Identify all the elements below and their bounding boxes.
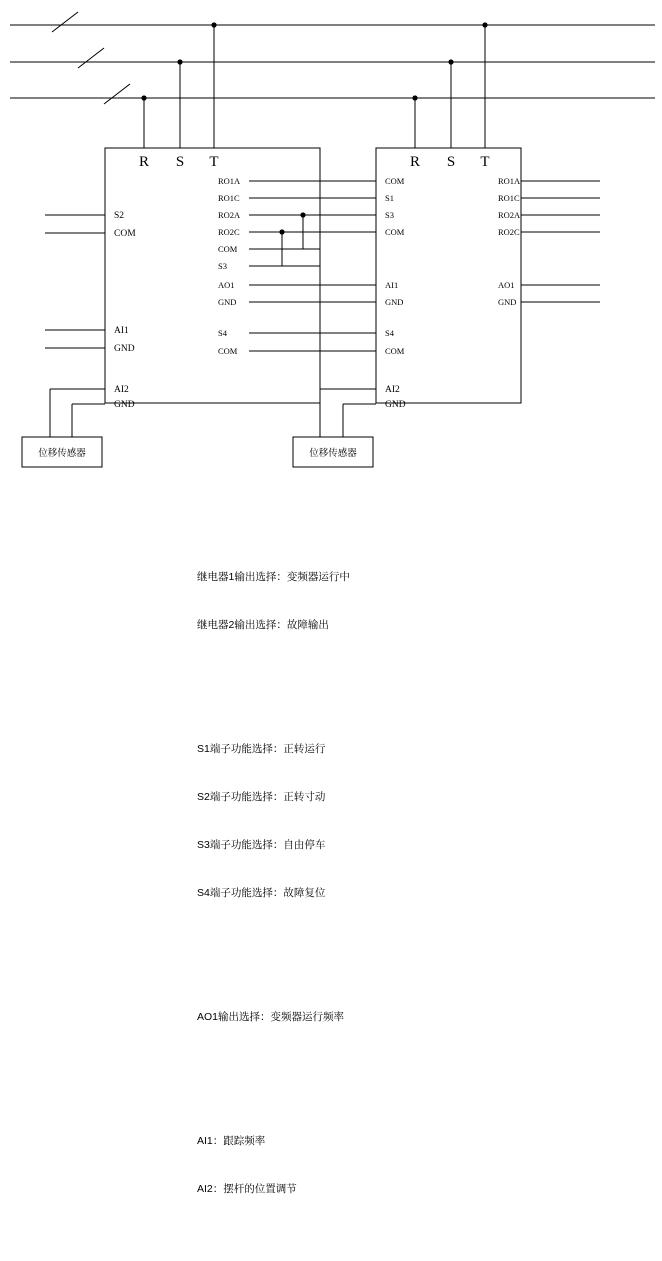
drive2-terminal-ro1c: RO1C [498,193,520,203]
drive2-terminal-gnd-1: GND [385,297,404,307]
drive1-terminal-gnd-3: GND [218,297,237,307]
note-ao1: AO1输出选择：变频器运行频率 [197,1011,345,1023]
drive1-terminal-ro1a: RO1A [218,176,241,186]
drive1-terminal-gnd-2: GND [114,400,135,410]
drive1-terminal-com-3: COM [218,346,238,356]
notes-group-terminals [197,709,637,933]
drive1-sensor-wires [50,389,72,437]
drive1-terminal-com-2: COM [218,244,238,254]
note-s2: S2端子功能选择：正转寸动 [197,791,326,803]
notes-group-ai [197,1101,637,1229]
drive1-input-label-s: S [175,154,185,170]
notes-block [197,505,637,1261]
note-relay-2: 继电器2输出选择：故障输出 [197,619,329,631]
drive1-input-label-t: T [209,154,219,170]
notes-group-ao1 [197,977,637,1057]
drive1-terminal-ai2: AI2 [114,385,129,395]
drive1-terminal-ro1c: RO1C [218,193,240,203]
drive1-terminal-com-1: COM [114,229,136,239]
drive1-sensor-label: 位移传感器 [38,449,86,459]
note-s1: S1端子功能选择：正转运行 [197,743,326,755]
note-ai1: AI1：跟踪频率 [197,1135,266,1147]
drive2-body [376,148,521,403]
drive1-terminal-ro2c: RO2C [218,227,240,237]
drive1-terminal-ao1: AO1 [218,280,235,290]
breaker-switch-marks [52,12,130,104]
drive1-terminal-gnd-1: GND [114,344,135,354]
drive2-input-label-s: S [446,154,456,170]
drive2-input-label-r: R [409,154,421,170]
drive2-terminal-ro2a: RO2A [498,210,521,220]
drive2-terminal-ai1: AI1 [385,280,399,290]
drive2-terminal-ro2c: RO2C [498,227,520,237]
note-s4: S4端子功能选择：故障复位 [197,887,326,899]
drive2-terminal-gnd-2: GND [385,400,406,410]
drive2-terminal-s3: S3 [385,210,394,220]
drive1-left-terminals [45,211,136,410]
drive1-terminal-s4: S4 [218,328,227,338]
power-bus-lines [10,25,655,98]
interconnect-wiring [279,212,320,266]
drive2-terminal-s1: S1 [385,193,394,203]
drive2-terminal-ai2: AI2 [385,385,400,395]
drive1-body [105,148,320,403]
drive2-terminal-ro1a: RO1A [498,176,521,186]
drive2-terminal-ao1: AO1 [498,280,515,290]
note-ai2: AI2：摆杆的位置调节 [197,1183,297,1195]
drive1-power-drops [141,22,216,148]
drive1-input-label-r: R [138,154,150,170]
drive1-terminal-ai1: AI1 [114,326,129,336]
drive1-terminal-ro2a: RO2A [218,210,241,220]
note-relay-1: 继电器1输出选择：变频器运行中 [197,571,350,583]
drive2-left-terminals [320,176,406,410]
drive2-terminal-gnd-3: GND [498,297,517,307]
drive2-terminal-com-3: COM [385,346,405,356]
drive2-input-label-t: T [480,154,490,170]
notes-group-relay [197,537,637,665]
drive2-power-drops [412,22,487,148]
drive2-sensor-wires [320,389,343,437]
drive1-terminal-s2: S2 [114,211,125,221]
drive2-terminal-s4: S4 [385,328,394,338]
drive1-terminal-s3: S3 [218,261,227,271]
drive2-terminal-com-2: COM [385,227,405,237]
drive2-sensor-label: 位移传感器 [309,449,357,459]
note-s3: S3端子功能选择：自由停车 [197,839,326,851]
drive2-terminal-com-1: COM [385,176,405,186]
drive2-right-terminals [498,176,600,307]
